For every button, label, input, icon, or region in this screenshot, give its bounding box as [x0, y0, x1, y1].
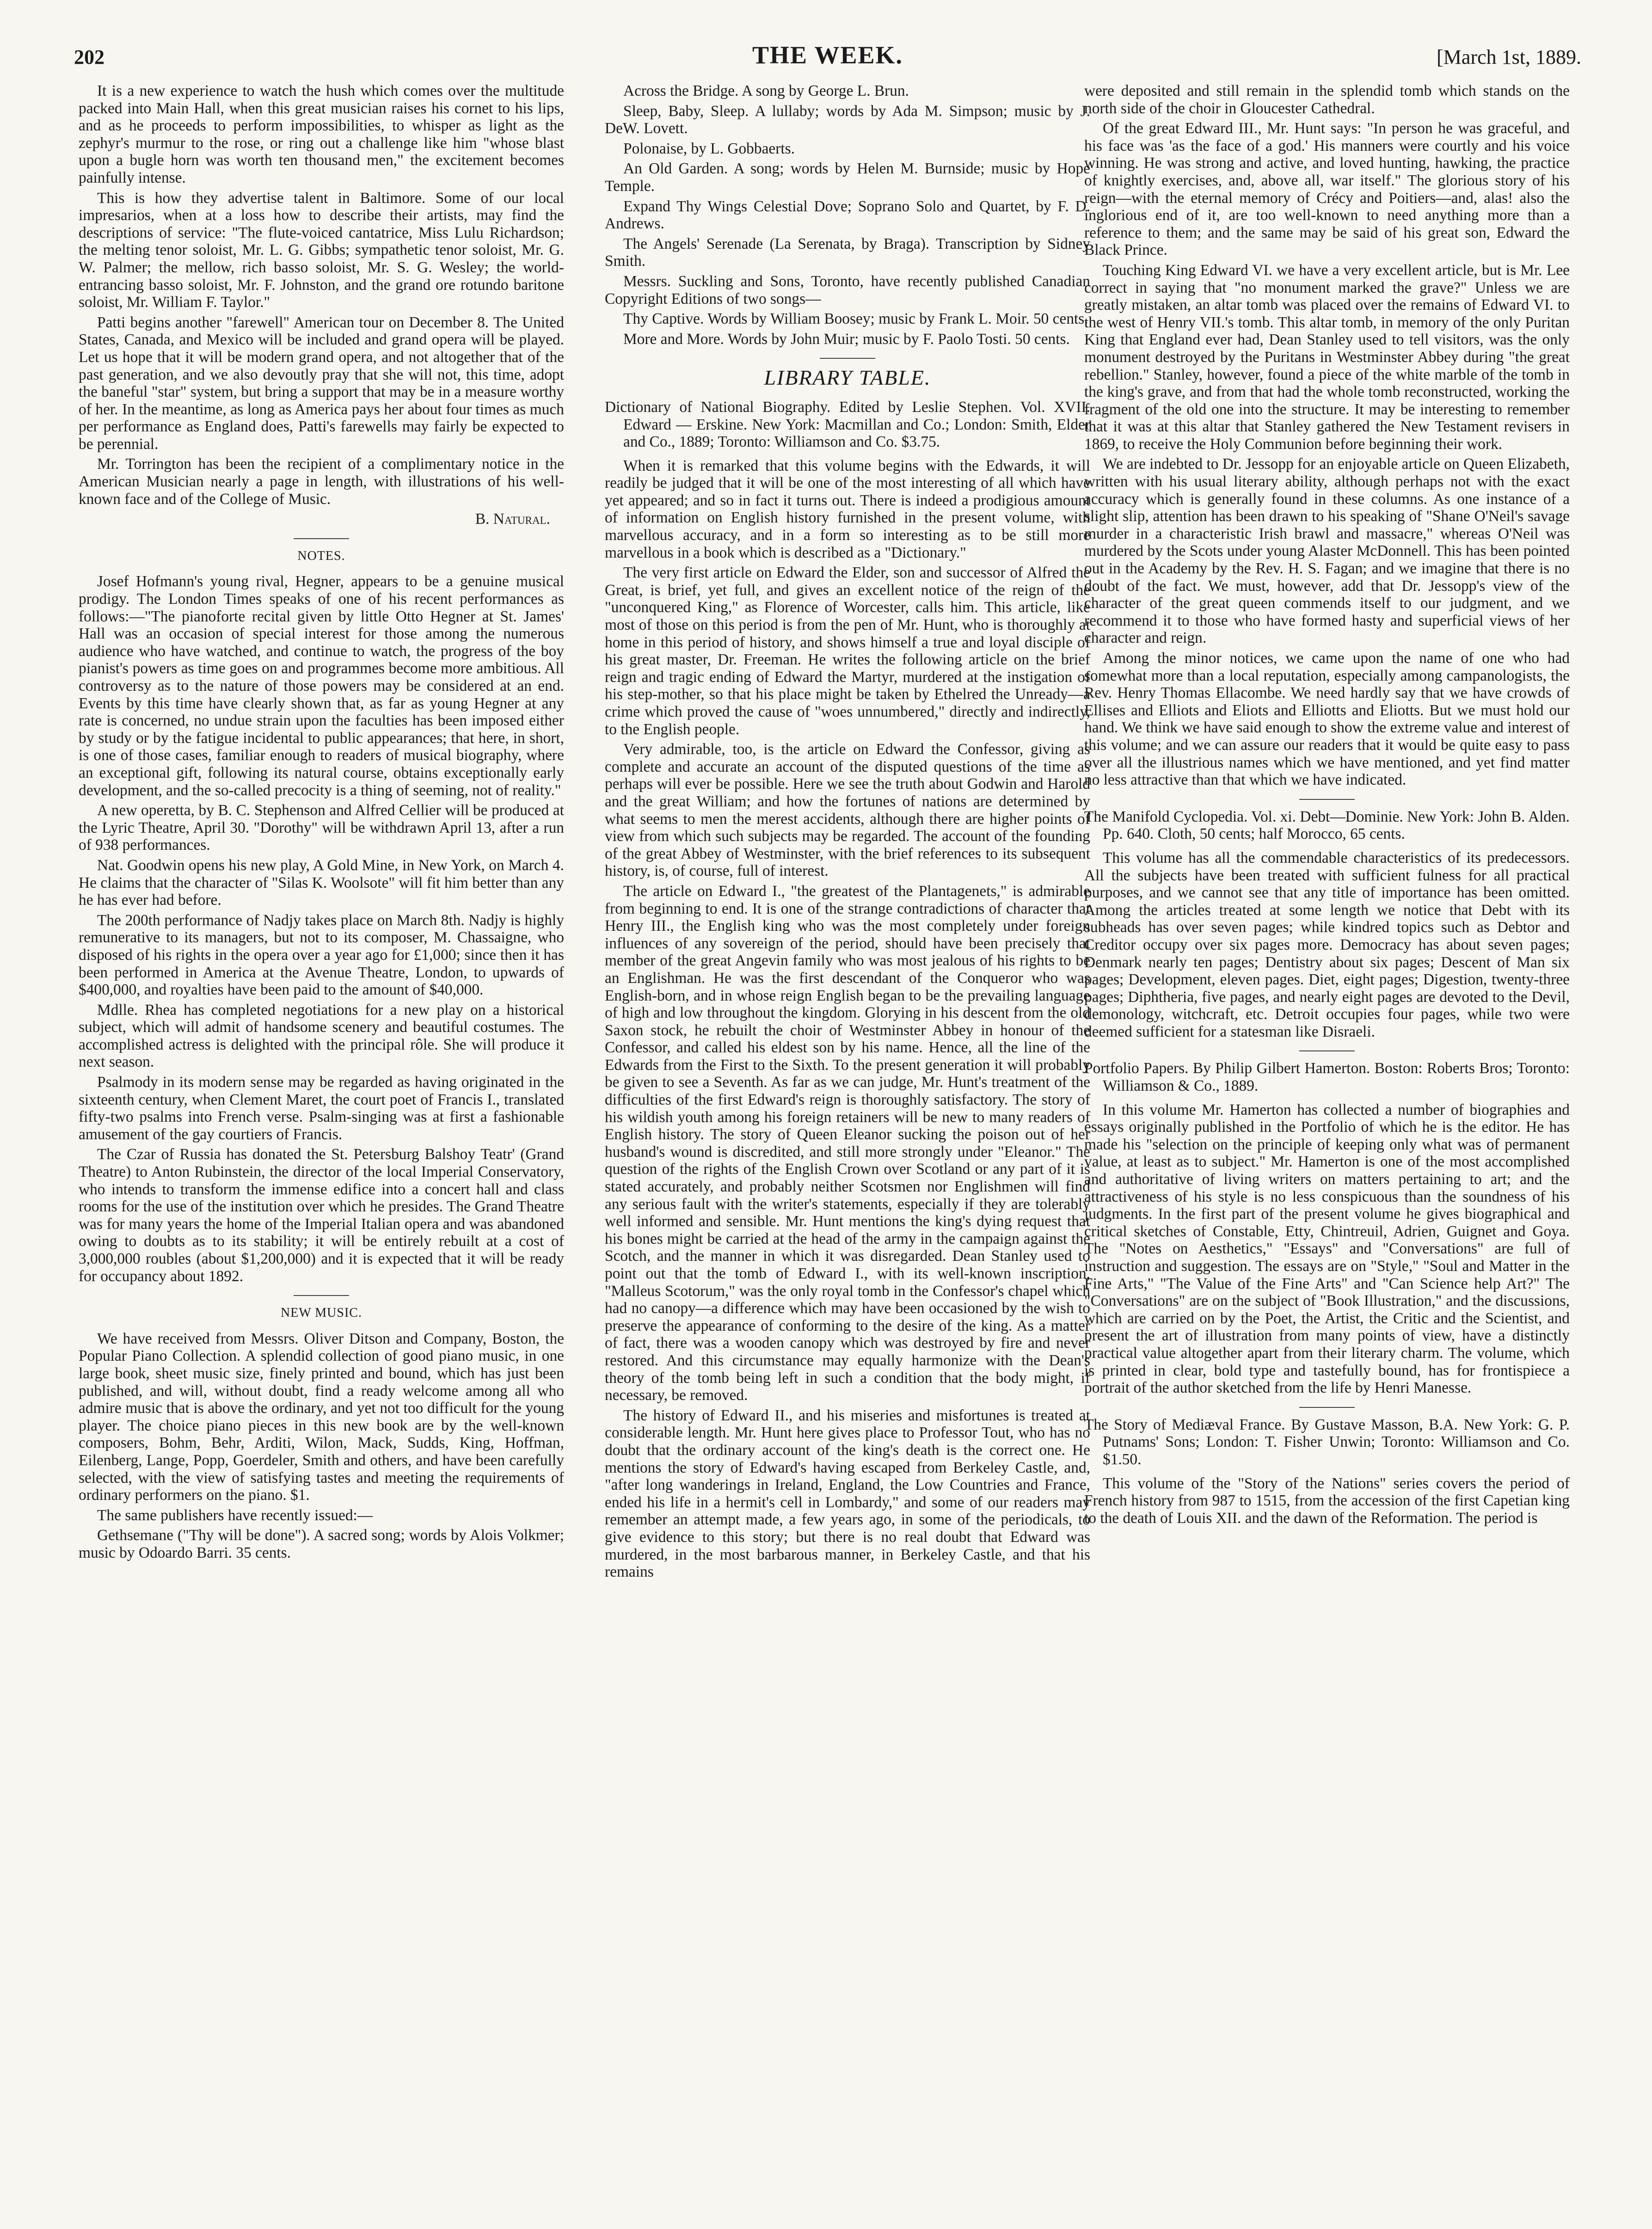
paragraph: Psalmody in its modern sense may be regarded as having originated in the sixteenth century, when Clement Maret, the court poet of Francis I., translated fifty-two psalms into French verse. Psalm-singing was at first a fashionable amusement of the gay courtiers of Francis. — [79, 1074, 564, 1143]
paragraph: Expand Thy Wings Celestial Dove; Soprano Solo and Quartet, by F. D. Andrews. — [605, 197, 1090, 233]
book-entry-heading: The Manifold Cyclopedia. Vol. xi. Debt—Dominie. New York: John B. Alden. Pp. 640. Cloth, 50 cents; half Morocco, 65 cents. — [1084, 808, 1570, 843]
paragraph: In this volume Mr. Hamerton has collected a number of biographies and essays originally published in the Portfolio of which he is the editor. He has made his "selection on the principle of keeping only what was of permanent value, at least as to subject." Mr. Hamerton is one of the most accomplished and authoritative of living writers on matters pertaining to art; and the attractiveness of his style is no less conspicuous than the soundness of his judgments. In the first part of the present volume he gives biographical and critical sketches of Constable, Etty, Chintreuil, Adrien, Guignet and Goya. The "Notes on Aesthetics," "Essays" and "Conversations" are full of instruction and suggestion. The essays are on "Style," "Soul and Matter in the Fine Arts," "The Value of the Fine Arts" and "Can Science help Art?" The "Conversations" are on the subject of "Book Illustration," and the discussions, which are carried on by the Poet, the Artist, the Critic and the Scientist, and present the art of illustration from many points of view, have a distinctly practical value altogether apart from their literary charm. The volume, which is printed in clear, bold type and tastefully bound, has for frontispiece a portrait of the author sketched from the life by Henri Manesse. — [1084, 1101, 1570, 1397]
paragraph: The Czar of Russia has donated the St. Petersburg Balshoy Teatr' (Grand Theatre) to Anton Rubinstein, the director of the local Imperial Conservatory, who intends to transform the immense edifice into a concert hall and class rooms for the use of the institution over which he presides. The Grand Theatre was for many years the home of the Imperial Italian opera and was abandoned owing to doubts as to its stability; it will be entirely rebuilt at a cost of 3,000,000 roubles (about $1,200,000) and it is expected that it will be ready for occupancy about 1892. — [79, 1146, 564, 1285]
paragraph: We have received from Messrs. Oliver Ditson and Company, Boston, the Popular Piano Collection. A splendid collection of good piano music, in one large book, sheet music size, finely printed and bound, which has just been published, and will, without doubt, find a ready welcome among all who admire music that is above the ordinary, and yet not too difficult for the young player. The choice piano pieces in this new book are by the well-known composers, Bohm, Behr, Arditi, Wilon, Mack, Sudds, King, Hoffman, Eilenberg, Lange, Popp, Goerdeler, Smith and others, and have been carefully selected, with the view of satisfying tastes and meeting the requirements of ordinary performers on the piano. $1. — [79, 1330, 564, 1504]
new-music-heading: NEW MUSIC. — [281, 1306, 362, 1320]
paragraph: The 200th performance of Nadjy takes place on March 8th. Nadjy is highly remunerative to its managers, but not to its composer, M. Chassaigne, who disposed of his rights in the opera over a year ago for £1,000; since then it has been performed in America at the Avenue Theatre, London, to upwards of $400,000, and royalties have been paid to the amount of $40,000. — [79, 911, 564, 999]
paragraph: Touching King Edward VI. we have a very excellent article, but is Mr. Lee correct in saying that "no monument marked the grave?" Unless we are greatly mistaken, an altar tomb was placed over the remains of Edward VI. to the west of Henry VII.'s tomb. This altar tomb, in memory of the only Puritan King that England ever had, Dean Stanley used to tell visitors, was the only monument destroyed by the Puritans in Westminster Abbey during "the great rebellion." Stanley, however, found a piece of the white marble of the tomb in the king's grave, and from that had the whole tomb reconstructed, working the fragment of the old one into the structure. It may be interesting to remember that it was at this altar that Stanley gathered the New Testament revisers in 1869, to receive the Holy Communion before beginning their work. — [1084, 261, 1570, 453]
paragraph: Very admirable, too, is the article on Edward the Confessor, giving as complete and accurate an account of the disputed questions of the time as perhaps will ever be possible. Here we see the truth about Godwin and Harold and the great William; and how the fortunes of nations are determined by what seems to men the merest accidents, although there are higher points of view from which such subjects may be regarded. The account of the founding of the great Abbey of Westminster, with the brief references to its subsequent history, is, of course, full of interest. — [605, 741, 1090, 880]
section-rule — [1299, 799, 1355, 800]
paragraph: Nat. Goodwin opens his new play, A Gold Mine, in New York, on March 4. He claims that the character of "Silas K. Woolsote" will fit him better than any he has ever had before. — [79, 856, 564, 909]
paragraph: Of the great Edward III., Mr. Hunt says: "In person he was graceful, and his face was 'as the face of a god.' His manners were courtly and his voice winning. He was strong and active, and loved hunting, hawking, the practice of knightly exercises, and, above all, war itself." The glorious story of his reign—with the eternal memory of Crécy and Poitiers—and, alas! also the inglorious end of it, are too well-known to need anything more than a reference to them; and the same may be said of his great son, Edward the Black Prince. — [1084, 120, 1570, 259]
section-rule — [294, 1295, 349, 1296]
paragraph: The Angels' Serenade (La Serenata, by Braga). Transcription by Sidney Smith. — [605, 235, 1090, 270]
paragraph: It is a new experience to watch the hush which comes over the multitude packed into Main Hall, when this great musician raises his cornet to his lips, and as he proceeds to perform impossibilities, to whisper as light as the zephyr's murmur to the rose, or ring out a challenge like him "whose blast upon a bugle horn was worth ten thousand men," the excitement becomes painfully intense. — [79, 82, 564, 186]
paragraph: An Old Garden. A song; words by Helen M. Burnside; music by Hope Temple. — [605, 160, 1090, 195]
paragraph: Gethsemane ("Thy will be done"). A sacred song; words by Alois Volkmer; music by Odoardo Barri. 35 cents. — [79, 1527, 564, 1561]
page-header — [74, 41, 1581, 73]
paragraph: This volume of the "Story of the Nations" series covers the period of French history from 987 to 1515, from the accession of the first Capetian king to the death of Louis XII. and the dawn of the Reformation. The period is — [1084, 1474, 1570, 1527]
signature: B. Natural. — [475, 510, 550, 528]
paragraph: A new operetta, by B. C. Stephenson and Alfred Cellier will be produced at the Lyric Theatre, April 30. "Dorothy" will be withdrawn April 13, after a run of 938 performances. — [79, 802, 564, 854]
paragraph: Mr. Torrington has been the recipient of a complimentary notice in the American Musician nearly a page in length, with illustrations of his well-known face and of the College of Music. — [79, 455, 564, 508]
paragraph: When it is remarked that this volume begins with the Edwards, it will readily be judged that it will be one of the most interesting of all which have yet appeared; and so in fact it turns out. There is indeed a prodigious amount of information on English history furnished in the present volume, with marvellous accuracy, and in a form so interesting as to be still more marvellous in a book which is described as a "Dictionary." — [605, 457, 1090, 561]
issue-date: [March 1st, 1889. — [1437, 46, 1581, 68]
paragraph: Mdlle. Rhea has completed negotiations for a new play on a historical subject, which will admit of handsome scenery and beautiful costumes. The accomplished actress is delighted with the principal rôle. She will produce it next season. — [79, 1001, 564, 1071]
paragraph: The article on Edward I., "the greatest of the Plantagenets," is admirable from beginning to end. It is one of the strange contradictions of character that Henry III., the English king who was the most completely under foreign influences of any sovereign of the period, should have been precisely that member of the great Angevin family who was most jealous of his rights to be an Englishman. He was the first descendant of the Conqueror who was English-born, and in whose reign English began to be the prevailing language of high and low throughout the kingdom. Glorying in his descent from the old Saxon stock, he rebuilt the choir of Westminster Abbey in honour of the Confessor, and called his eldest son by his name. Hence, all the line of the Edwards from the First to the Sixth. To the present generation it will probably be given to see a Seventh. As far as we can judge, Mr. Hunt's treatment of the difficulties of the first Edward's reign is thoroughly satisfactory. The story of his wildish youth among his foreign retainers will be new to many readers of English history. The story of Queen Eleanor sucking the poison out of her husband's wound is discredited, and still more strongly under "Eleanor." The question of the rights of the English Crown over Scotland or any part of it is stated accurately, and probably neither Scotsmen nor Englishmen will find any serious fault with the writer's statements, especially if they are tolerably well informed and sensible. Mr. Hunt mentions the king's dying request that his bones might be carried at the head of the army in the campaign against the Scotch, and the manner in which it was disregarded. Dean Stanley used to point out that the tomb of Edward I., with its well-known inscription, "Malleus Scotorum," was the only royal tomb in the Confessor's chapel which had no canopy—a difference which may have been occasioned by the wish to preserve the appearance of conforming to the desire of the king. As a matter of fact, there was a wooden canopy which was destroyed by fire and never restored. And this circumstance may equally harmonize with the Dean's theory of the tomb being left in such a condition that the body might, if necessary, be removed. — [605, 882, 1090, 1404]
section-rule — [1299, 1050, 1355, 1051]
paragraph: Josef Hofmann's young rival, Hegner, appears to be a genuine musical prodigy. The London Times speaks of one of his recent performances as follows:—"The pianoforte recital given by little Otto Hegner at St. James' Hall was an occasion of special interest for those among the numerous audience who have watched, and continue to watch, the progress of the boy pianist's powers as time goes on and programmes become more ambitious. All controversy as to the nature of those powers may be considered at an end. Events by this time have clearly shown that, as far as young Hegner at any rate is concerned, no undue strain upon the faculties has been imposed either by study or by the fatigue incidental to public appearances; that here, in short, is one of those cases, familiar enough to readers of musical biography, where an exceptional gift, following its natural course, obtains exceptionally early development, and the so-called precocity is a thing of seeming, not of reality." — [79, 573, 564, 799]
library-table-heading: LIBRARY TABLE. — [764, 366, 931, 390]
paragraph: Thy Captive. Words by William Boosey; music by Frank L. Moir. 50 cents. — [623, 310, 1088, 328]
column-1 — [79, 82, 564, 2209]
paragraph: were deposited and still remain in the splendid tomb which stands on the north side of the choir in Gloucester Cathedral. — [1084, 82, 1570, 117]
page-number: 202 — [74, 46, 104, 68]
book-entry-heading: The Story of Mediæval France. By Gustave Masson, B.A. New York: G. P. Putnams' Sons; London: T. Fisher Unwin; Toronto: Williamson and Co. $1.50. — [1084, 1416, 1570, 1468]
paragraph: Among the minor notices, we came upon the name of one who had somewhat more than a local reputation, especially among campanologists, the Rev. Henry Thomas Ellacombe. We need hardly say that we have crowds of Ellises and Elliots and Eliots and Elliotts and Eliotts. But we must hold our hand. We think we have said enough to show the extreme value and interest of this volume; and we can assure our readers that it would be quite easy to pass over all the illustrious names which we have mentioned, and yet find matter no less attractive than that which we have indicated. — [1084, 650, 1570, 789]
paragraph: The same publishers have recently issued:— — [97, 1506, 373, 1524]
book-entry-heading: Portfolio Papers. By Philip Gilbert Hamerton. Boston: Roberts Bros; Toronto: Williamson & Co., 1889. — [1084, 1060, 1570, 1095]
paragraph: The very first article on Edward the Elder, son and successor of Alfred the Great, is brief, yet full, and gives an excellent notice of the reign of the "unconquered King," as Florence of Worcester, calls him. This article, like most of those on this period is from the pen of Mr. Hunt, who is thoroughly at home in this period of history, and shows himself a true and loyal disciple of his great master, Dr. Freeman. He writes the following article on the brief reign and tragic ending of Edward the Martyr, murdered at the instigation of his step-mother, so that his place might be taken by Ethelred the Unready—a crime which proved the cause of "woes unnumbered," directly and indirectly, to the English people. — [605, 564, 1090, 738]
section-rule — [820, 358, 875, 359]
paragraph: This volume has all the commendable characteristics of its predecessors. All the subjects have been treated with sufficient fulness for all practical purposes, and we cannot see that any title of importance has been omitted. Among the articles treated at some length we notice that Debt with its subheads has over seven pages; while kindred topics such as Debtor and Creditor occupy over six pages more. Democracy has about seven pages; Denmark nearly ten pages; Dentistry about six pages; Descent of Man six pages; Development, eleven pages. Diet, eight pages; Digestion, twenty-three pages; Diphtheria, five pages, and nearly eight pages are devoted to the Devil, demonology, witchcraft, etc. Detroit occupies four pages, while two were deemed sufficient for a statesman like Disraeli. — [1084, 849, 1570, 1040]
notes-heading: NOTES. — [297, 548, 345, 563]
paragraph: The history of Edward II., and his miseries and misfortunes is treated at considerable length. Mr. Hunt here gives place to Professor Tout, who has no doubt that the ordinary account of the king's death is the correct one. He mentions the story of Edward's having escaped from Berkeley Castle, and, "after long wanderings in Ireland, England, the Low Countries and France, ended his life in a hermit's cell in Lombardy," and some of our readers may remember an attempt made, a few years ago, in some of the periodicals, to give evidence to this story; but there is no real doubt that Edward was murdered, in the most barbarous manner, in Berkeley Castle, and that his remains — [605, 1406, 1090, 1581]
paragraph: Sleep, Baby, Sleep. A lullaby; words by Ada M. Simpson; music by J. DeW. Lovett. — [605, 102, 1090, 137]
section-rule — [1299, 1407, 1355, 1408]
paragraph: We are indebted to Dr. Jessopp for an enjoyable article on Queen Elizabeth, written with his usual literary ability, although perhaps not with the exact accuracy which is generally found in these columns. As one instance of a slight slip, attention has been drawn to his speaking of "Shane O'Neil's savage murder in a characteristic Irish brawl and massacre," whereas O'Neil was murdered by the Scots under young Alaster McDonnell. This has been pointed out in the Academy by the Rev. H. S. Fagan; and we imagine that there is no doubt of the fact. We must, however, add that Dr. Jessopp's view of the character of the great queen commends itself to our judgment, and we recommend it to those who have formed hasty and superficial views of her character and reign. — [1084, 455, 1570, 647]
book-entry-heading: Dictionary of National Biography. Edited by Leslie Stephen. Vol. XVII. Edward — Erskine. New York: Macmillan and Co.; London: Smith, Elder and Co., 1889; Toronto: Williamson and Co. $3.75. — [605, 398, 1090, 451]
paragraph: Across the Bridge. A song by George L. Brun. — [623, 82, 909, 99]
paragraph: More and More. Words by John Muir; music by F. Paolo Tosti. 50 cents. — [623, 330, 1070, 348]
masthead-title: THE WEEK. — [752, 41, 903, 69]
paragraph: Patti begins another "farewell" American tour on December 8. The United States, Canada, and Mexico will be included and grand opera will be played. Let us hope that it will be modern grand opera, and not altogether that of the past generation, and we also devoutly pray that she will not, this time, adopt the baneful "star" system, but bring a support that may be in a measure worthy of her. In the meantime, as long as America pays her about four times as much per performance as England does, Patti's farewells may fairly be expected to be perennial. — [79, 313, 564, 453]
paragraph: This is how they advertise talent in Baltimore. Some of our local impresarios, when at a loss how to describe their artists, may find the descriptions of service: "The flute-voiced cantatrice, Miss Lulu Richardson; the melting tenor soloist, Mr. L. G. Gibbs; sympathetic tenor soloist, Mr. G. W. Palmer; the mellow, rich basso soloist, Mr. S. G. Wesley; the world-entrancing basso soloist, Mr. F. Johnston, and the grand ore rotundo baritone soloist, Mr. William F. Taylor." — [79, 189, 564, 311]
paragraph: Polonaise, by L. Gobbaerts. — [623, 140, 795, 157]
paragraph: Messrs. Suckling and Sons, Toronto, have recently published Canadian Copyright Editions of two songs— — [605, 272, 1090, 307]
column-3 — [1084, 82, 1570, 2209]
column-2 — [605, 82, 1090, 2209]
section-rule — [294, 538, 349, 539]
